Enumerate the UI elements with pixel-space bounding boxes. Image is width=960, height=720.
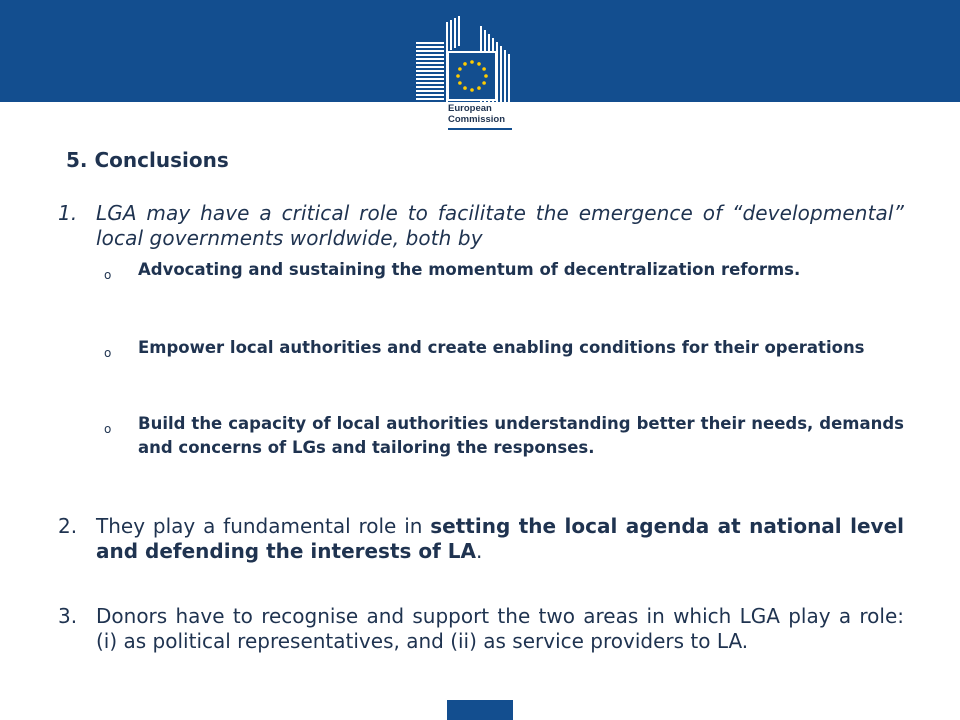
item-text: LGA may have a critical role to facilitate the emergence of “developmental” local governments worldwide, both by bbox=[96, 201, 904, 250]
subitem-capacity bbox=[104, 412, 904, 460]
bullet-icon: o bbox=[104, 422, 112, 436]
item-text bbox=[96, 514, 904, 564]
item-text-highlight: setting the local agenda at national level and defending the interests of LA bbox=[96, 514, 904, 563]
logo-underline bbox=[448, 128, 512, 130]
logo-wordmark bbox=[448, 103, 518, 125]
item-text-start: They play a fundamental role in bbox=[96, 514, 431, 538]
logo-line-commission: Commission bbox=[448, 114, 506, 125]
eu-flag bbox=[448, 52, 496, 100]
item-text-end: . bbox=[476, 539, 483, 563]
slide-title: 5. Conclusions bbox=[66, 148, 229, 172]
item-number: 2. bbox=[58, 514, 78, 538]
subitem-text: Empower local authorities and create enabling conditions for their operations bbox=[138, 338, 865, 357]
conclusion-item-1 bbox=[58, 201, 904, 251]
conclusion-item-3 bbox=[58, 604, 904, 654]
item-text: Donors have to recognise and support the two areas in which LGA play a role: (i) as political representatives, and (ii) as service providers to LA. bbox=[96, 604, 904, 653]
subitem-text: Advocating and sustaining the momentum of decentralization reforms. bbox=[138, 260, 801, 279]
bullet-icon: o bbox=[104, 346, 112, 360]
item-number: 1. bbox=[58, 201, 78, 225]
logo-line-european: European bbox=[448, 103, 492, 114]
bullet-icon: o bbox=[104, 268, 112, 282]
subitem-empower bbox=[104, 336, 904, 360]
footer-tab bbox=[447, 700, 513, 720]
subitem-text: Build the capacity of local authorities understanding better their needs, demands and concerns of LGs and tailoring the responses. bbox=[138, 414, 904, 457]
item-number: 3. bbox=[58, 604, 78, 628]
conclusion-item-2 bbox=[58, 514, 904, 564]
subitem-advocating bbox=[104, 258, 904, 282]
